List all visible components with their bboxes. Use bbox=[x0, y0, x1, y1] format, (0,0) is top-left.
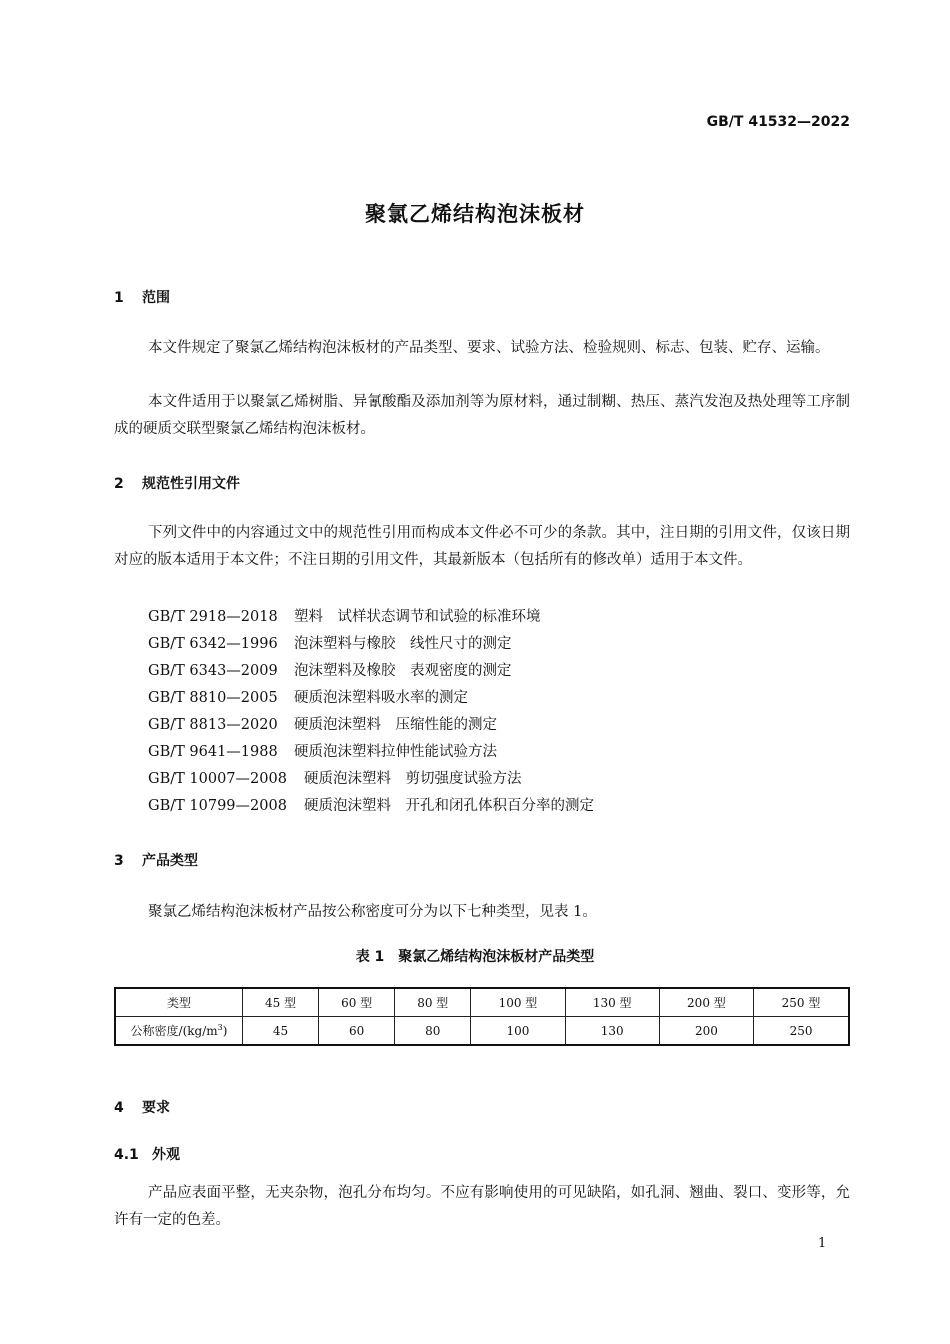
reference-item bbox=[148, 794, 594, 815]
section-title: 产品类型 bbox=[142, 853, 198, 869]
table-cell: 80 bbox=[395, 1017, 471, 1046]
reference-item bbox=[148, 713, 497, 734]
table-cell: 250 型 bbox=[754, 988, 849, 1017]
reference-title: 泡沫塑料与橡胶 线性尺寸的测定 bbox=[294, 636, 512, 652]
section-heading-scope bbox=[114, 287, 170, 307]
product-type-table bbox=[114, 987, 850, 1046]
reference-code: GB/T 10007—2008 bbox=[148, 771, 287, 787]
reference-title: 硬质泡沫塑料 压缩性能的测定 bbox=[294, 717, 497, 733]
table-cell: 200 型 bbox=[659, 988, 753, 1017]
table-row bbox=[115, 988, 849, 1017]
section-number: 1 bbox=[114, 290, 124, 306]
density-label: 公称密度/(kg/m bbox=[130, 1024, 218, 1038]
table-cell bbox=[115, 1017, 243, 1046]
table-caption: 表 1 聚氯乙烯结构泡沫板材产品类型 bbox=[355, 949, 595, 965]
scope-paragraph-1: 本文件规定了聚氯乙烯结构泡沫板材的产品类型、要求、试验方法、检验规则、标志、包装、贮存、运输。 bbox=[148, 340, 830, 356]
reference-code: GB/T 6342—1996 bbox=[148, 636, 278, 652]
table-cell: 类型 bbox=[115, 988, 243, 1017]
section-number: 2 bbox=[114, 476, 124, 492]
reference-code: GB/T 9641—1988 bbox=[148, 744, 278, 760]
standard-code: GB/T 41532—2022 bbox=[706, 114, 850, 130]
reference-code: GB/T 2918—2018 bbox=[148, 609, 278, 625]
table-cell: 130 型 bbox=[565, 988, 659, 1017]
reference-item bbox=[148, 605, 541, 626]
table-cell: 250 bbox=[754, 1017, 849, 1046]
scope-paragraph-2: 本文件适用于以聚氯乙烯树脂、异氰酸酯及添加剂等为原材料，通过制糊、热压、蒸汽发泡及热处理等工序制成的硬质交联型聚氯乙烯结构泡沫板材。 bbox=[114, 394, 850, 437]
section-title: 规范性引用文件 bbox=[142, 476, 240, 492]
reference-item bbox=[148, 740, 497, 761]
reference-code: GB/T 10799—2008 bbox=[148, 798, 287, 814]
product-types-paragraph: 聚氯乙烯结构泡沫板材产品按公称密度可分为以下七种类型，见表 1。 bbox=[148, 904, 597, 920]
density-label-end: ) bbox=[222, 1024, 228, 1038]
reference-title: 泡沫塑料及橡胶 表观密度的测定 bbox=[294, 663, 512, 679]
subsection-number: 4.1 bbox=[114, 1147, 139, 1163]
section-heading-product-types bbox=[114, 850, 198, 870]
normative-refs-intro: 下列文件中的内容通过文中的规范性引用而构成本文件必不可少的条款。其中，注日期的引用文件，仅该日期对应的版本适用于本文件；不注日期的引用文件，其最新版本（包括所有的修改单）适用于本文件。 bbox=[114, 525, 850, 568]
reference-item bbox=[148, 686, 468, 707]
table-cell: 45 bbox=[243, 1017, 319, 1046]
table-cell: 200 bbox=[659, 1017, 753, 1046]
table-cell: 130 bbox=[565, 1017, 659, 1046]
reference-title: 硬质泡沫塑料拉伸性能试验方法 bbox=[294, 744, 497, 760]
reference-title: 硬质泡沫塑料吸水率的测定 bbox=[294, 690, 468, 706]
reference-code: GB/T 6343—2009 bbox=[148, 663, 278, 679]
reference-title: 硬质泡沫塑料 剪切强度试验方法 bbox=[304, 771, 522, 787]
reference-item bbox=[148, 632, 512, 653]
table-cell: 80 型 bbox=[395, 988, 471, 1017]
table-cell: 60 bbox=[319, 1017, 395, 1046]
section-title: 范围 bbox=[142, 290, 170, 306]
section-title: 要求 bbox=[142, 1100, 170, 1116]
reference-title: 硬质泡沫塑料 开孔和闭孔体积百分率的测定 bbox=[304, 798, 594, 814]
reference-item bbox=[148, 659, 512, 680]
reference-title: 塑料 试样状态调节和试验的标准环境 bbox=[294, 609, 541, 625]
reference-item bbox=[148, 767, 522, 788]
table-row bbox=[115, 1017, 849, 1046]
table-cell: 45 型 bbox=[243, 988, 319, 1017]
section-number: 3 bbox=[114, 853, 124, 869]
page-number: 1 bbox=[818, 1236, 827, 1251]
density-unit-superscript: 3 bbox=[217, 1023, 223, 1032]
subsection-title: 外观 bbox=[152, 1147, 180, 1163]
reference-code: GB/T 8813—2020 bbox=[148, 717, 278, 733]
table-cell: 60 型 bbox=[319, 988, 395, 1017]
section-number: 4 bbox=[114, 1100, 124, 1116]
table-cell: 100 型 bbox=[471, 988, 565, 1017]
reference-code: GB/T 8810—2005 bbox=[148, 690, 278, 706]
document-title: 聚氯乙烯结构泡沫板材 bbox=[365, 202, 585, 226]
subsection-heading-appearance bbox=[114, 1144, 180, 1164]
section-heading-requirements bbox=[114, 1097, 170, 1117]
section-heading-normative-refs bbox=[114, 473, 240, 493]
appearance-paragraph: 产品应表面平整，无夹杂物，泡孔分布均匀。不应有影响使用的可见缺陷，如孔洞、翘曲、裂口、变形等，允许有一定的色差。 bbox=[114, 1185, 850, 1228]
table-cell: 100 bbox=[471, 1017, 565, 1046]
